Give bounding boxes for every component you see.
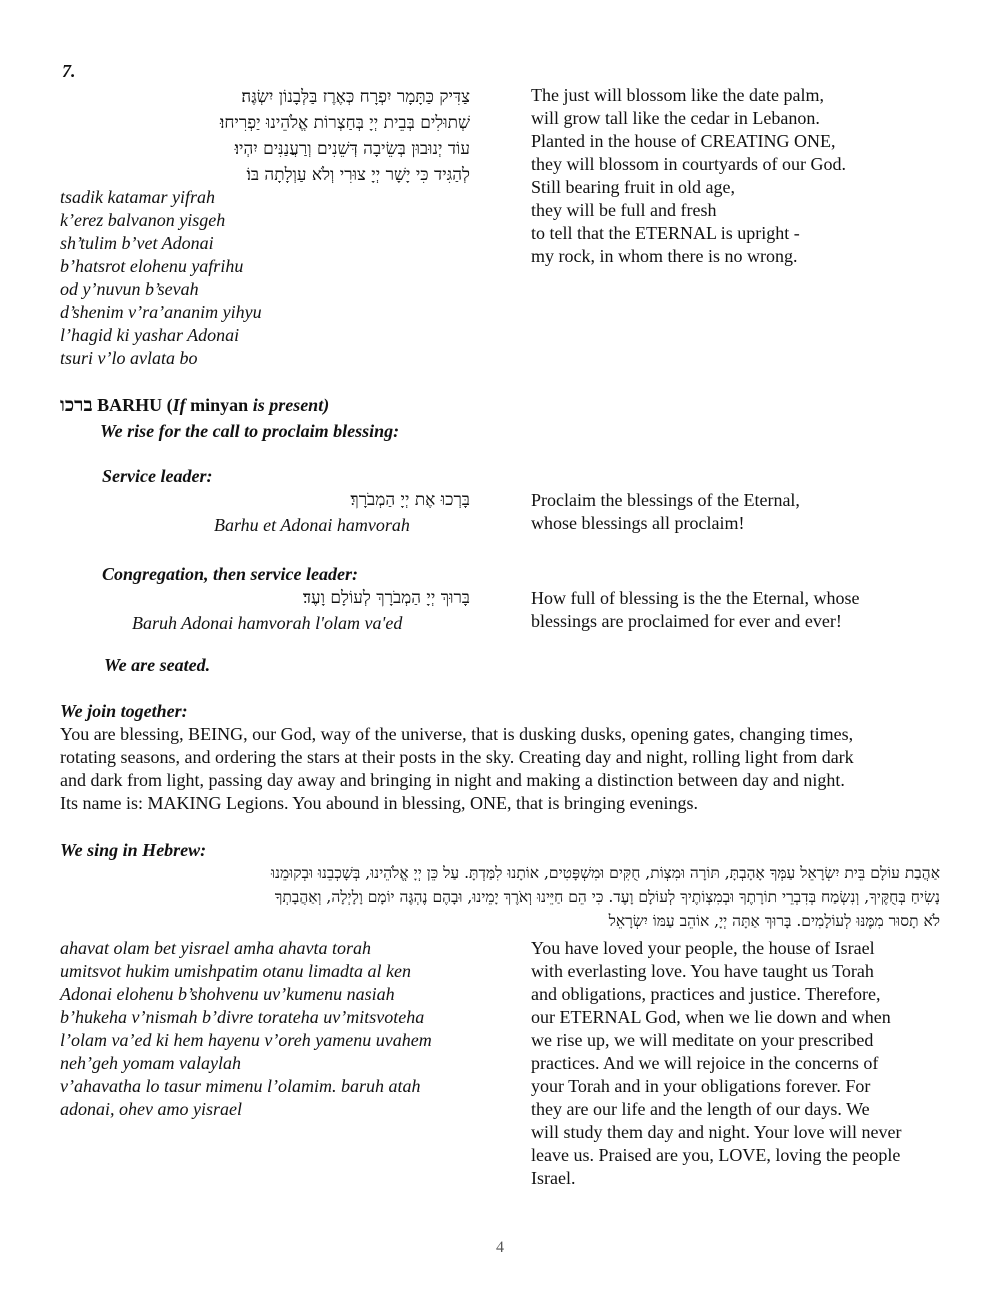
condition-rest: is present)	[248, 395, 330, 415]
join-paragraph	[60, 723, 854, 815]
translit-line: od y’nuvun b’sevah	[60, 279, 199, 299]
translit-line: adonai, ohev amo yisrael	[60, 1099, 242, 1119]
english-line: practices. And we will rejoice in the concerns of	[531, 1053, 879, 1073]
congregation-english	[531, 587, 859, 633]
leader-english	[531, 489, 800, 535]
congregation-hebrew: בָּרוּךְ יְיָ הַמְבֹרָךְ לְעוֹלָם וָעֶד׃	[302, 588, 470, 608]
barhu-heading	[60, 394, 329, 417]
leader-hebrew: בָּרְכוּ אֶת יְיָ הַמְבֹרָךְ׃	[350, 490, 470, 510]
barhu-hebrew-title: ברכו	[60, 394, 93, 416]
hebrew-line: לְהַגִּיד כִּי יָשָׁר יְיָ צוּרִי וְלֹא עַוְלָתָה בּוֹ׃	[246, 165, 470, 185]
page-number: 4	[496, 1239, 504, 1256]
leader-transliteration: Barhu et Adonai hamvorah	[214, 515, 410, 535]
english-line: they will blossom in courtyards of our God.	[531, 154, 846, 174]
english-line: we rise up, we will meditate on your prescribed	[531, 1030, 874, 1050]
hebrew-line: שְׁתוּלִים בְּבֵית יְיָ בְּחַצְרוֹת אֱלֹהֵינוּ יַפְרִיחוּ׃	[220, 113, 470, 133]
translit-line: umitsvot hukim umishpatim otanu limadta al ken	[60, 961, 411, 981]
english-line: You have loved your people, the house of Israel	[531, 938, 875, 958]
psalm-english	[531, 84, 846, 268]
paragraph-line: rotating seasons, and ordering the stars at their posts in the sky. Creating day and night, rolling light from dark	[60, 747, 854, 767]
english-line: Planted in the house of CREATING ONE,	[531, 131, 836, 151]
english-line: will grow tall like the cedar in Lebanon.	[531, 108, 820, 128]
english-line: How full of blessing is the the Eternal, whose	[531, 588, 860, 608]
seated-instruction: We are seated.	[104, 655, 211, 675]
condition-minyan: minyan	[185, 395, 249, 415]
english-line: leave us. Praised are you, LOVE, loving the people	[531, 1145, 901, 1165]
rise-instruction: We rise for the call to proclaim blessing:	[100, 421, 400, 441]
hebrew-line: עוֹד יְנוּבוּן בְּשֵׂיבָה דְּשֵׁנִים וְרַעֲנַנִּים יִהְיוּ׃	[234, 139, 470, 159]
translit-line: l’olam va’ed ki hem hayenu v’oreh yamenu uvahem	[60, 1030, 432, 1050]
paragraph-line: and dark from light, passing day away and bringing in night and making a distinction between day and night.	[60, 770, 845, 790]
translit-line: v’ahavatha lo tasur mimenu l’olamim. baruh atah	[60, 1076, 421, 1096]
translit-line: k’erez balvanon yisgeh	[60, 210, 226, 230]
ahavat-olam-english	[531, 937, 901, 1190]
english-line: Proclaim the blessings of the Eternal,	[531, 490, 800, 510]
psalm-transliteration	[60, 186, 262, 370]
ahavat-olam-hebrew	[60, 861, 940, 933]
hebrew-line: צַדִּיק כַּתָּמָר יִפְרָח כְּאֶרֶז בַּלְּבָנוֹן יִשְׂגֶּה׃	[241, 87, 470, 107]
congregation-transliteration: Baruh Adonai hamvorah l'olam va'ed	[132, 613, 403, 633]
psalm-hebrew	[140, 84, 470, 188]
join-label: We join together:	[60, 701, 188, 721]
translit-line: l’hagid ki yashar Adonai	[60, 325, 240, 345]
service-leader-label: Service leader:	[102, 466, 213, 486]
hebrew-line: לֹא תָסוּר מִמֶּנּוּ לְעוֹלָמִים. בָּרוּךְ אַתָּה יְיָ, אוֹהֵב עַמּוֹ יִשְׂרָאֵל	[608, 912, 940, 930]
translit-line: tsuri v’lo avlata bo	[60, 348, 198, 368]
translit-line: b’hukeha v’nismah b’divre torateha uv’mitsvoteha	[60, 1007, 425, 1027]
condition-if: If	[172, 395, 186, 415]
english-line: will study them day and night. Your love will never	[531, 1122, 902, 1142]
sing-label: We sing in Hebrew:	[60, 840, 207, 860]
ahavat-olam-transliteration	[60, 937, 432, 1121]
english-line: whose blessings all proclaim!	[531, 513, 745, 533]
congregation-label: Congregation, then service leader:	[102, 564, 358, 584]
english-line: and obligations, practices and justice. Therefore,	[531, 984, 881, 1004]
english-line: blessings are proclaimed for ever and ever!	[531, 611, 842, 631]
english-line: they are our life and the length of our days. We	[531, 1099, 870, 1119]
translit-line: ahavat olam bet yisrael amha ahavta torah	[60, 938, 371, 958]
translit-line: d’shenim v’ra’ananim yihyu	[60, 302, 262, 322]
section-number: 7.	[62, 61, 76, 81]
hebrew-line: אַהֲבַת עוֹלָם בֵּית יִשְׂרָאֵל עַמְּךָ אָהָבְתָּ, תּוֹרָה וּמִצְוֹת, חֻקִּים וּמִשְׁפָּטִים, אוֹתָנוּ לִמַּדְתָּ. עַל כֵּן יְיָ אֱלֹהֵינוּ, בְּשָׁכְבֵנוּ וּבְקוּמֵנוּ	[271, 864, 940, 882]
english-line: The just will blossom like the date palm,	[531, 85, 824, 105]
condition-paren: (	[166, 395, 173, 415]
translit-line: sh’tulim b’vet Adonai	[60, 233, 214, 253]
english-line: they will be full and fresh	[531, 200, 717, 220]
english-line: Israel.	[531, 1168, 576, 1188]
translit-line: b’hatsrot elohenu yafrihu	[60, 256, 244, 276]
paragraph-line: Its name is: MAKING Legions. You abound in blessing, ONE, that is bringing evenings.	[60, 793, 698, 813]
translit-line: tsadik katamar yifrah	[60, 187, 215, 207]
english-line: your Torah and in your obligations forever. For	[531, 1076, 871, 1096]
barhu-title: BARHU	[97, 395, 163, 415]
translit-line: Adonai elohenu b’shohvenu uv’kumenu nasiah	[60, 984, 395, 1004]
english-line: Still bearing fruit in old age,	[531, 177, 735, 197]
english-line: to tell that the ETERNAL is upright -	[531, 223, 800, 243]
paragraph-line: You are blessing, BEING, our God, way of the universe, that is dusking dusks, opening gates, changing times,	[60, 724, 854, 744]
translit-line: neh’geh yomam valaylah	[60, 1053, 241, 1073]
english-line: my rock, in whom there is no wrong.	[531, 246, 798, 266]
english-line: with everlasting love. You have taught us Torah	[531, 961, 874, 981]
hebrew-line: נָשִׂיחַ בְּחֻקֶּיךָ, וְנִשְׂמַח בְּדִבְרֵי תוֹרָתֶךָ וּבְמִצְוֹתֶיךָ לְעוֹלָם וָעֶד. כִּי הֵם חַיֵּינוּ וְאֹרֶךְ יָמֵינוּ, וּבָהֶם נֶהְגֶּה יוֹמָם וָלָיְלָה, וְאַהֲבָתְךָ	[274, 888, 940, 906]
english-line: our ETERNAL God, when we lie down and when	[531, 1007, 891, 1027]
